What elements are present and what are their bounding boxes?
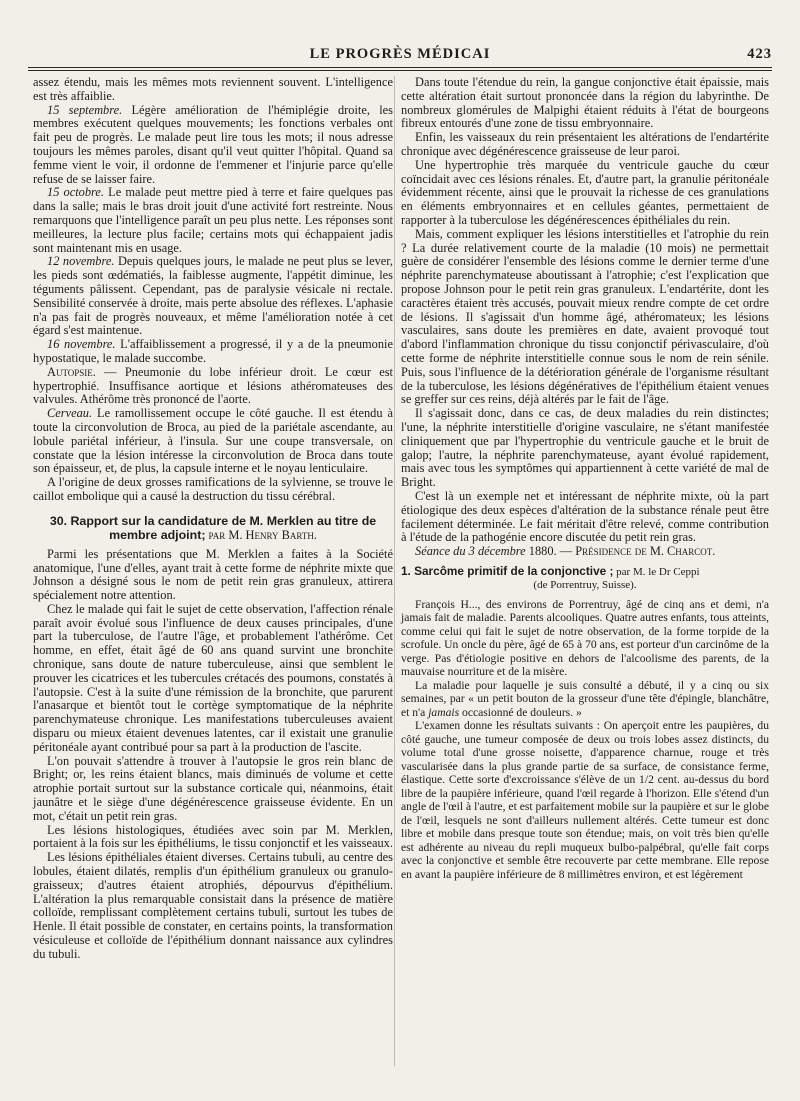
paragraph	[33, 338, 393, 366]
date-lead: 12 novembre.	[47, 254, 115, 269]
section-heading	[33, 514, 393, 542]
paragraph	[33, 407, 393, 476]
paragraph: François H..., des environs de Porrentruy, âgé de cinq ans et demi, n'a jamais fait de maladie. Parents alcooliques. Quatre autres enfants, tous atteints, comme celui qui fait le sujet de notre observation, de la forme torpide de la scrofule. Un oncle du père, âgé de 65 à 70 ans, est porteur d'un carcinôme de la verge. Pas d'étiologie positive en dehors de l'alcoolisme des parents, de la mauvaise nourriture et de la misère.	[401, 597, 769, 679]
header-rule-double	[28, 70, 772, 71]
paragraph: C'est là un exemple net et intéressant de néphrite mixte, où la part étiologique des deux espèces d'altération de la substance rénale peut être facilement déterminée. Le fait méritait d'être relevé, comme contribution à l'étude de la pathogénie encore discutée du petit rein gras.	[401, 488, 769, 545]
seance-line	[401, 545, 769, 559]
date-lead: 15 septembre.	[47, 102, 123, 117]
paragraph: Parmi les présentations que M. Merklen a faites à la Société anatomique, l'une d'elles, ayant trait à cette forme de néphrite mixte que Johnson a désigné sous le nom de petit rein gras granuleux, attirera spécialement notre attention.	[33, 546, 393, 603]
page-number: 423	[747, 46, 772, 62]
paragraph-body: Le malade peut mettre pied à terre et faire quelques pas dans la salle; mais le bras droit jouit d'une activité fort restreinte. Nous remarquons que l'intelligence paraît un peu plus nette. Les réponses sont meilleures, la lecture plus facile; certains mots qui échappaient jadis sont maintenant mis en usage.	[33, 185, 393, 255]
subsection-origin: (de Porrentruy, Suisse).	[533, 578, 637, 591]
seance-presidence: 1880. — Présidence de M. Charcot.	[525, 544, 716, 559]
paragraph: Il s'agissait donc, dans ce cas, de deux maladies du rein distinctes; l'une, la néphrite interstitielle d'origine vasculaire, ne s'étant manifestée cliniquement que par l'hypertrophie du ventricule gauche et le bruit de galop; l'autre, la néphrite parenchymateuse, ayant évolué rapidement, mais avec tous les symptômes qui appartiennent à cette variété de mal de Bright.	[401, 406, 769, 490]
paragraph: Chez le malade qui fait le sujet de cette observation, l'affection rénale paraît avoir évolué sous l'influence de deux causes principales, d'une part la tuberculose, de l'autre l'âge, et probablement l'athérôme. Cet homme, en effet, était âgé de 60 ans quand survint une bronchite chronique, sans doute de nature tuberculeuse, ainsi que semblent le prouver les cicatrices et les tubercules crétacés des poumons, constatés à l'autopsie. C'est à la suite d'une rémission de la bronchite, que parurent l'anasarque et bientôt tout le cortège symptomatique de la néphrite parenchymateuse chronique. Les manifestations tuberculeuses avaient disparu ou mieux étaient devenues latentes, car il existait une granulie péritonéale ayant contribué pour sa part à la production de l'ascite.	[33, 601, 393, 754]
paragraph-body: Le ramollissement occupe le côté gauche. Il est étendu à toute la circonvolution de Broca, au pied de la pariétale ascendante, au lobule pariétal inférieur, à l'insula. Sur une coupe transversale, on constate que la lésion intéresse la circonvolution de Broca dans toute son épaisseur, et, de plus, la capsule interne et le noyau lenticulaire.	[33, 406, 393, 476]
paragraph: Les lésions épithéliales étaient diverses. Certains tubuli, au centre des lobules, étaient dilatés, remplis d'un épithélium granuleux ou granulo-graisseux; d'autres étaient atrophiés, dépourvus d'épithélium. L'altération la plus remarquable consistait dans la présence de matière colloïde, remplissant complètement certains tubuli, surtout les tubes de Henle. Il était possible de constater, en certains points, la transformation vésiculeuse et colloïde de l'épithélium donnant naissance aux cylindres du tubuli.	[33, 850, 393, 961]
paragraph	[33, 255, 393, 338]
subsection-author: par M. le Dr Ceppi	[613, 565, 700, 578]
right-column	[401, 76, 769, 881]
paragraph: Dans toute l'étendue du rein, la gangue conjonctive était épaissie, mais cette altération était surtout prononcée dans la région du labyrinthe. De nombreux glomérules de Malpighi étaient réduits à l'état de bourgeons fibreux entourés d'une zone de tissu embryonnaire.	[401, 75, 769, 131]
paragraph: Enfin, les vaisseaux du rein présentaient les altérations de l'endartérite chronique avec dégénérescence graisseuse de leur paroi.	[401, 130, 769, 158]
paragraph	[33, 366, 393, 407]
paragraph-body: Légère amélioration de l'hémiplégie droite, les membres exécutent quelques mouvements; les fonctions verbales ont fait peu de progrès. Le malade peut lire tous les mots; il nous adresse toujours les mêmes paroles, disant qu'il veut quitter l'hôpital. Quand sa femme vient le voir, il ordonne de l'emmener et l'injurie parce qu'elle refuse de se laisser faire.	[33, 102, 393, 186]
paragraph-body: La maladie pour laquelle je suis consulté a débuté, il y a cinq ou six semaines, par « un petit bouton de la grosseur d'une tête d'épingle, blanchâtre, et n'a	[401, 678, 769, 719]
date-lead: 16 novembre.	[47, 337, 116, 352]
paragraph-body: — Pneumonie du lobe inférieur droit. Le cœur est hypertrophié. Insuffisance aortique et lésions athéromateuses des valvules. Athérôme très prononcé de l'aorte.	[33, 364, 393, 407]
section-author: par M. Henry Barth.	[205, 527, 317, 542]
paragraph: L'examen donne les résultats suivants : On aperçoit entre les paupières, du côté gauche, une tumeur composée de deux ou trois lobes assez distincts, du volume total d'une grosse noisette, d'apparence charnue, rouge et très vascularisée dans la plus grande partie de sa surface, de consistance ferme, élastique. Cette sorte d'excroissance s'élève de un 1/2 cent. au-dessus du bord libre de la paupière inférieure, quand l'œil regarde à l'horizon. Elle s'étend d'un angle de l'œil à l'autre, et est parfaitement mobile sur la paupière et sur le globe de l'œil, lesquels ne sont d'ailleurs nullement altérés. Cette tumeur est donc libre et mobile dans presque toute son étendue; mais, on voit très bien qu'elle est adhérente au niveau du repli muqueux bulbo-palpébral, qu'elle fait corps avec la conjonctive et semble être recouverte par cette membrane. Elle repose en avant la paupière inférieure de 8 millimètres environ, et est légèrement	[401, 719, 769, 881]
paragraph-body: L'affaiblissement a progressé, il y a de la pneumonie hypostatique, le malade succombe.	[33, 337, 393, 365]
paragraph-body: occasionné de douleurs. »	[459, 705, 582, 719]
cerveau-lead: Cerveau.	[47, 406, 93, 421]
date-lead: 15 octobre.	[47, 185, 105, 200]
page-header	[28, 46, 772, 64]
paragraph-body: Depuis quelques jours, le malade ne peut plus se lever, les pieds sont œdématiés, la faiblesse augmente, l'appétit diminue, les téguments pâlissent. Cependant, pas de paralysie vésicale ni rectale. Sensibilité conservée à droite, mais perte absolue des réflexes. L'aphasie n'a pas fait de progrès nouveaux, et même l'amélioration notée à cet égard s'est maintenue.	[33, 254, 393, 338]
paragraph: Les lésions histologiques, étudiées avec soin par M. Merklen, portaient à la fois sur les épithéliums, le tissu conjonctif et les vaisseaux.	[33, 822, 393, 851]
paragraph: Une hypertrophie très marquée du ventricule gauche du cœur coïncidait avec ces lésions rénales. Et, d'autre part, la granulie péritonéale évidemment récente, ainsi que le prouvait la richesse de ces granulations en éléments embryonnaires et en cellules géantes, permettaient de rapporter à la tuberculose les dégénérescences épithéliales du rein.	[401, 157, 769, 227]
journal-title: LE PROGRÈS MÉDICAI	[309, 46, 491, 62]
paragraph	[33, 186, 393, 255]
emphasis: jamais	[428, 705, 460, 719]
seance-date: Séance du 3 décembre	[415, 544, 526, 559]
paragraph: Mais, comment expliquer les lésions interstitielles et l'atrophie du rein ? La durée relativement courte de la maladie (10 mois) ne permettait guère de considérer l'ensemble des lésions comme le dernier terme d'une néphrite parenchymateuse aboutissant à l'atrophie; c'est l'explication que propose Johnson pour le petit rein gras granuleux. L'endartérite, dont les caractères étaient très accusés, pouvait mieux rendre compte de cet ordre de lésions. Il s'agissait d'un homme âgé, athéromateux; les lésions vasculaires, sans doute les premières en date, avaient provoqué tout d'abord l'inflammation chronique du tissu conjonctif périvasculaire, d'où cette forme de néphrite interstitielle connue sous le nom de rein sénile. Puis, sous l'influence de la détérioration générale de l'organisme résultant de la tuberculose, les lésions dégénératives de l'épithélium étaient venues se greffer sur ces reins, déjà altérés par le fait de l'âge.	[401, 226, 769, 407]
header-rule	[28, 67, 772, 68]
column-separator	[394, 76, 395, 1066]
left-column	[33, 76, 393, 962]
paragraph: L'on pouvait s'attendre à trouver à l'autopsie le gros rein blanc de Bright; or, les reins étaient blancs, mais diminués de volume et cette atrophie portait surtout sur la substance corticale qui, néanmoins, était jaunâtre et le siège d'une dégénérescence graisseuse évidente. En un mot, c'était un petit rein gras.	[33, 753, 393, 823]
subsection-title: 1. Sarcôme primitif de la conjonctive ;	[401, 563, 614, 578]
paragraph	[33, 104, 393, 187]
paragraph: assez étendu, mais les mêmes mots reviennent souvent. L'intelligence est très affaiblie.	[33, 75, 393, 103]
paragraph: A l'origine de deux grosses ramifications de la sylvienne, se trouve le caillot embolique qui a causé la destruction du tissu cérébral.	[33, 475, 393, 503]
paragraph	[401, 679, 769, 720]
autopsy-lead: Autopsie.	[47, 364, 96, 379]
subsection-heading	[401, 565, 769, 592]
section-title: 30. Rapport sur la candidature de M. Merklen au titre de membre adjoint;	[49, 513, 377, 542]
